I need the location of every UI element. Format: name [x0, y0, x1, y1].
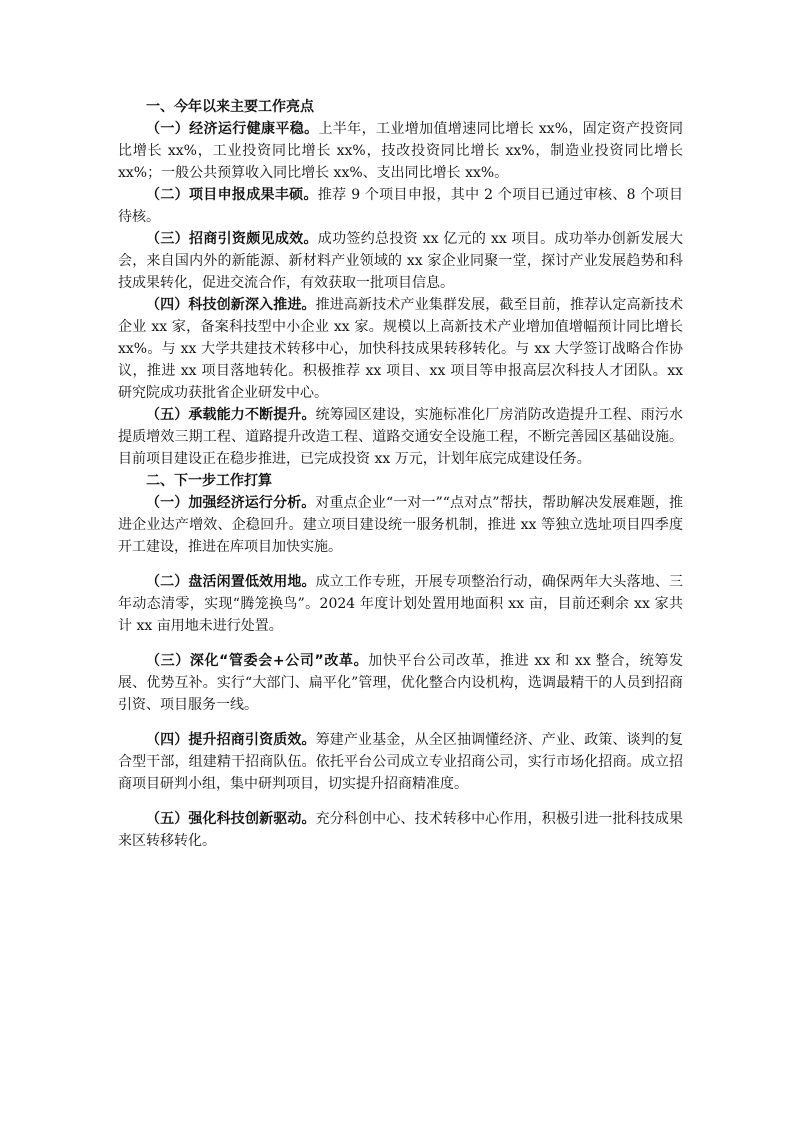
paragraph-carrying-capacity: [118, 404, 683, 470]
paragraph-lead: （二）盘活闲置低效用地。: [146, 574, 316, 590]
paragraph-reform: [118, 650, 683, 716]
paragraph-text: 筹建产业基金，从全区抽调懂经济、产业、政策、谈判的复合型干部，组建精干招商队伍。依托平台公司成立专业招商公司，实行市场化招商。成立招商项目研判小组，集中研判项目，切实提升招商精准度。: [118, 732, 684, 792]
paragraph-text: 推进高新技术产业集群发展，截至目前，推荐认定高新技术企业 xx 家，备案科技型中小企业 xx 家。规模以上高新技术产业增加值增幅预计同比增长 xx%。与 xx 大学共建技术转移中心，加快科技成果转移转化。与 xx 大学签订战略合作协议，推进 xx 项目落地转化。积极推荐 xx 项目、xx 项目等申报高层次科技人才团队。xx 研究院成功获批省企业研发中心。: [118, 297, 684, 401]
paragraph-investment-quality: [118, 729, 683, 795]
paragraph-text: 充分科创中心、技术转移中心作用，积极引进一批科技成果来区转移转化。: [118, 811, 684, 849]
paragraph-lead: （三）深化“管委会+公司”改革。: [146, 653, 369, 669]
document-body: [118, 96, 683, 852]
paragraph-economic-operation: [118, 118, 683, 184]
paragraph-lead: （三）招商引资颇见成效。: [146, 231, 318, 247]
paragraph-lead: （四）提升招商引资质效。: [146, 732, 316, 748]
paragraph-lead: （四）科技创新深入推进。: [146, 297, 316, 313]
paragraph-economic-analysis: [118, 492, 683, 558]
paragraph-text: 上半年，工业增加值增速同比增长 xx%，固定资产投资同比增长 xx%，工业投资同比增长 xx%，技改投资同比增长 xx%，制造业投资同比增长 xx%；一般公共预算收入同比增长 xx%、支出同比增长 xx%。: [118, 121, 683, 181]
paragraph-text: 成立工作专班，开展专项整治行动，确保两年大头落地、三年动态清零，实现“腾笼换鸟”。2024 年度计划处置用地面积 xx 亩，目前还剩余 xx 家共计 xx 亩用地未进行处置。: [118, 574, 684, 634]
paragraph-tech-innovation: [118, 294, 683, 404]
paragraph-lead: （二）项目申报成果丰硕。: [146, 187, 318, 203]
paragraph-text: 对重点企业“一对一”“点对点”帮扶，帮助解决发展难题，推进企业达产增效、企稳回升。建立项目建设统一服务机制，推进 xx 等独立选址项目四季度开工建设，推进在库项目加快实施。: [118, 495, 684, 555]
paragraph-lead: （一）经济运行健康平稳。: [146, 121, 319, 137]
paragraph-tech-driven: [118, 808, 683, 852]
section-heading-highlights: 一、今年以来主要工作亮点: [146, 99, 314, 115]
paragraph-text: 推荐 9 个项目申报，其中 2 个项目已通过审核、8 个项目待核。: [118, 187, 683, 225]
paragraph-text: 加快平台公司改革，推进 xx 和 xx 整合，统筹发展、优势互补。实行“大部门、扁平化”管理，优化整合内设机构，选调最精干的人员到招商引资、项目服务一线。: [118, 653, 683, 713]
paragraph-project-declaration: [118, 184, 683, 228]
section-heading-next-steps: 二、下一步工作打算: [146, 473, 272, 489]
paragraph-lead: （五）承载能力不断提升。: [146, 407, 316, 423]
paragraph-text: 统筹园区建设，实施标准化厂房消防改造提升工程、雨污水提质增效三期工程、道路提升改造工程、道路交通安全设施工程，不断完善园区基础设施。目前项目建设正在稳步推进，已完成投资 xx 万元，计划年底完成建设任务。: [118, 407, 684, 467]
paragraph-lead: （五）强化科技创新驱动。: [146, 811, 316, 827]
paragraph-text: 成功签约总投资 xx 亿元的 xx 项目。成功举办创新发展大会，来自国内外的新能源、新材料产业领域的 xx 家企业同聚一堂，探讨产业发展趋势和科技成果转化，促进交流合作，有效获取一批项目信息。: [118, 231, 683, 291]
paragraph-investment-attraction: [118, 228, 683, 294]
paragraph-lead: （一）加强经济运行分析。: [146, 495, 316, 511]
paragraph-idle-land: [118, 571, 683, 637]
